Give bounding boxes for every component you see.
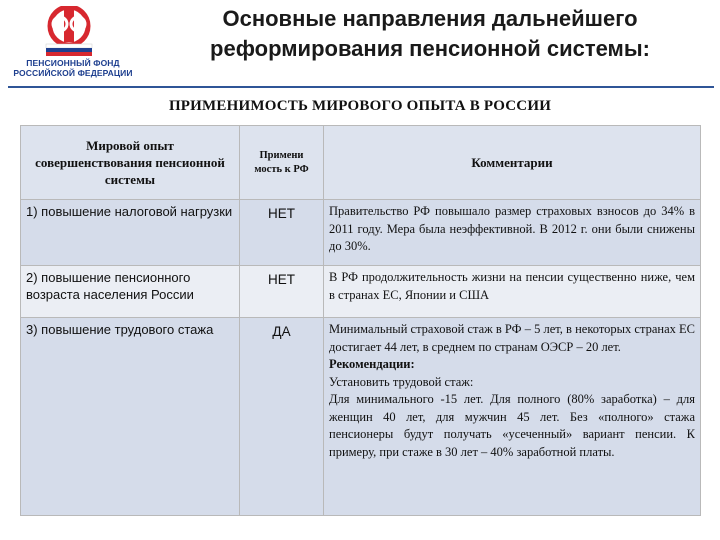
header-applicability: Примени мость к РФ [240, 126, 324, 200]
cell-comment: Правительство РФ повышало размер страховых взносов до 34% в 2011 году. Мера была неэффективной. В 2012 г. они были снижены до 30%. [324, 200, 701, 266]
cell-applicability: ДА [240, 318, 324, 516]
table-row [21, 266, 701, 318]
comment-paragraph: Минимальный страховой стаж в РФ – 5 лет, в некоторых странах ЕС достигает 44 лет, в среднем по странам ОЭСР – 20 лет. [329, 322, 695, 354]
recommendations-label: Рекомендации: [329, 357, 415, 371]
cell-comment: В РФ продолжительность жизни на пенсии существенно ниже, чем в странах ЕС, Японии и США [324, 266, 701, 318]
page-title [150, 4, 710, 64]
cell-applicability: НЕТ [240, 200, 324, 266]
logo-line2: РОССИЙСКОЙ ФЕДЕРАЦИИ [13, 68, 133, 78]
comment-paragraph: Установить трудовой стаж: [329, 374, 474, 389]
pfr-emblem-icon [40, 6, 98, 58]
logo-line1: ПЕНСИОННЫЙ ФОНД [26, 58, 120, 68]
cell-experience: 1) повышение налоговой нагрузки [21, 200, 240, 266]
cell-applicability: НЕТ [240, 266, 324, 318]
table-row [21, 200, 701, 266]
header-divider [8, 86, 714, 88]
cell-experience: 2) повышение пенсионного возраста населения России [21, 266, 240, 318]
title-line2: реформирования пенсионной системы: [210, 36, 650, 61]
header-experience: Мировой опыт совершенствования пенсионной системы [21, 126, 240, 200]
pfr-logo [6, 6, 136, 86]
cell-comment [324, 318, 701, 516]
table-row [21, 318, 701, 516]
experience-table [20, 125, 701, 516]
logo-caption [6, 58, 140, 78]
comment-paragraph: Для минимального -15 лет. Для полного (80% заработка) – для женщин 40 лет, для мужчин 45 лет. Без «полного» стажа пенсионеры будут получать «усеченный» вариант пенсии. К примеру, при стаже в 30 лет – 40% заработной платы. [329, 392, 695, 459]
slide-header [0, 0, 720, 92]
table-header-row [21, 126, 701, 200]
section-subtitle: ПРИМЕНИМОСТЬ МИРОВОГО ОПЫТА В РОССИИ [168, 98, 552, 114]
header-comments: Комментарии [324, 126, 701, 200]
title-line1: Основные направления дальнейшего [222, 6, 638, 31]
cell-experience: 3) повышение трудового стажа [21, 318, 240, 516]
